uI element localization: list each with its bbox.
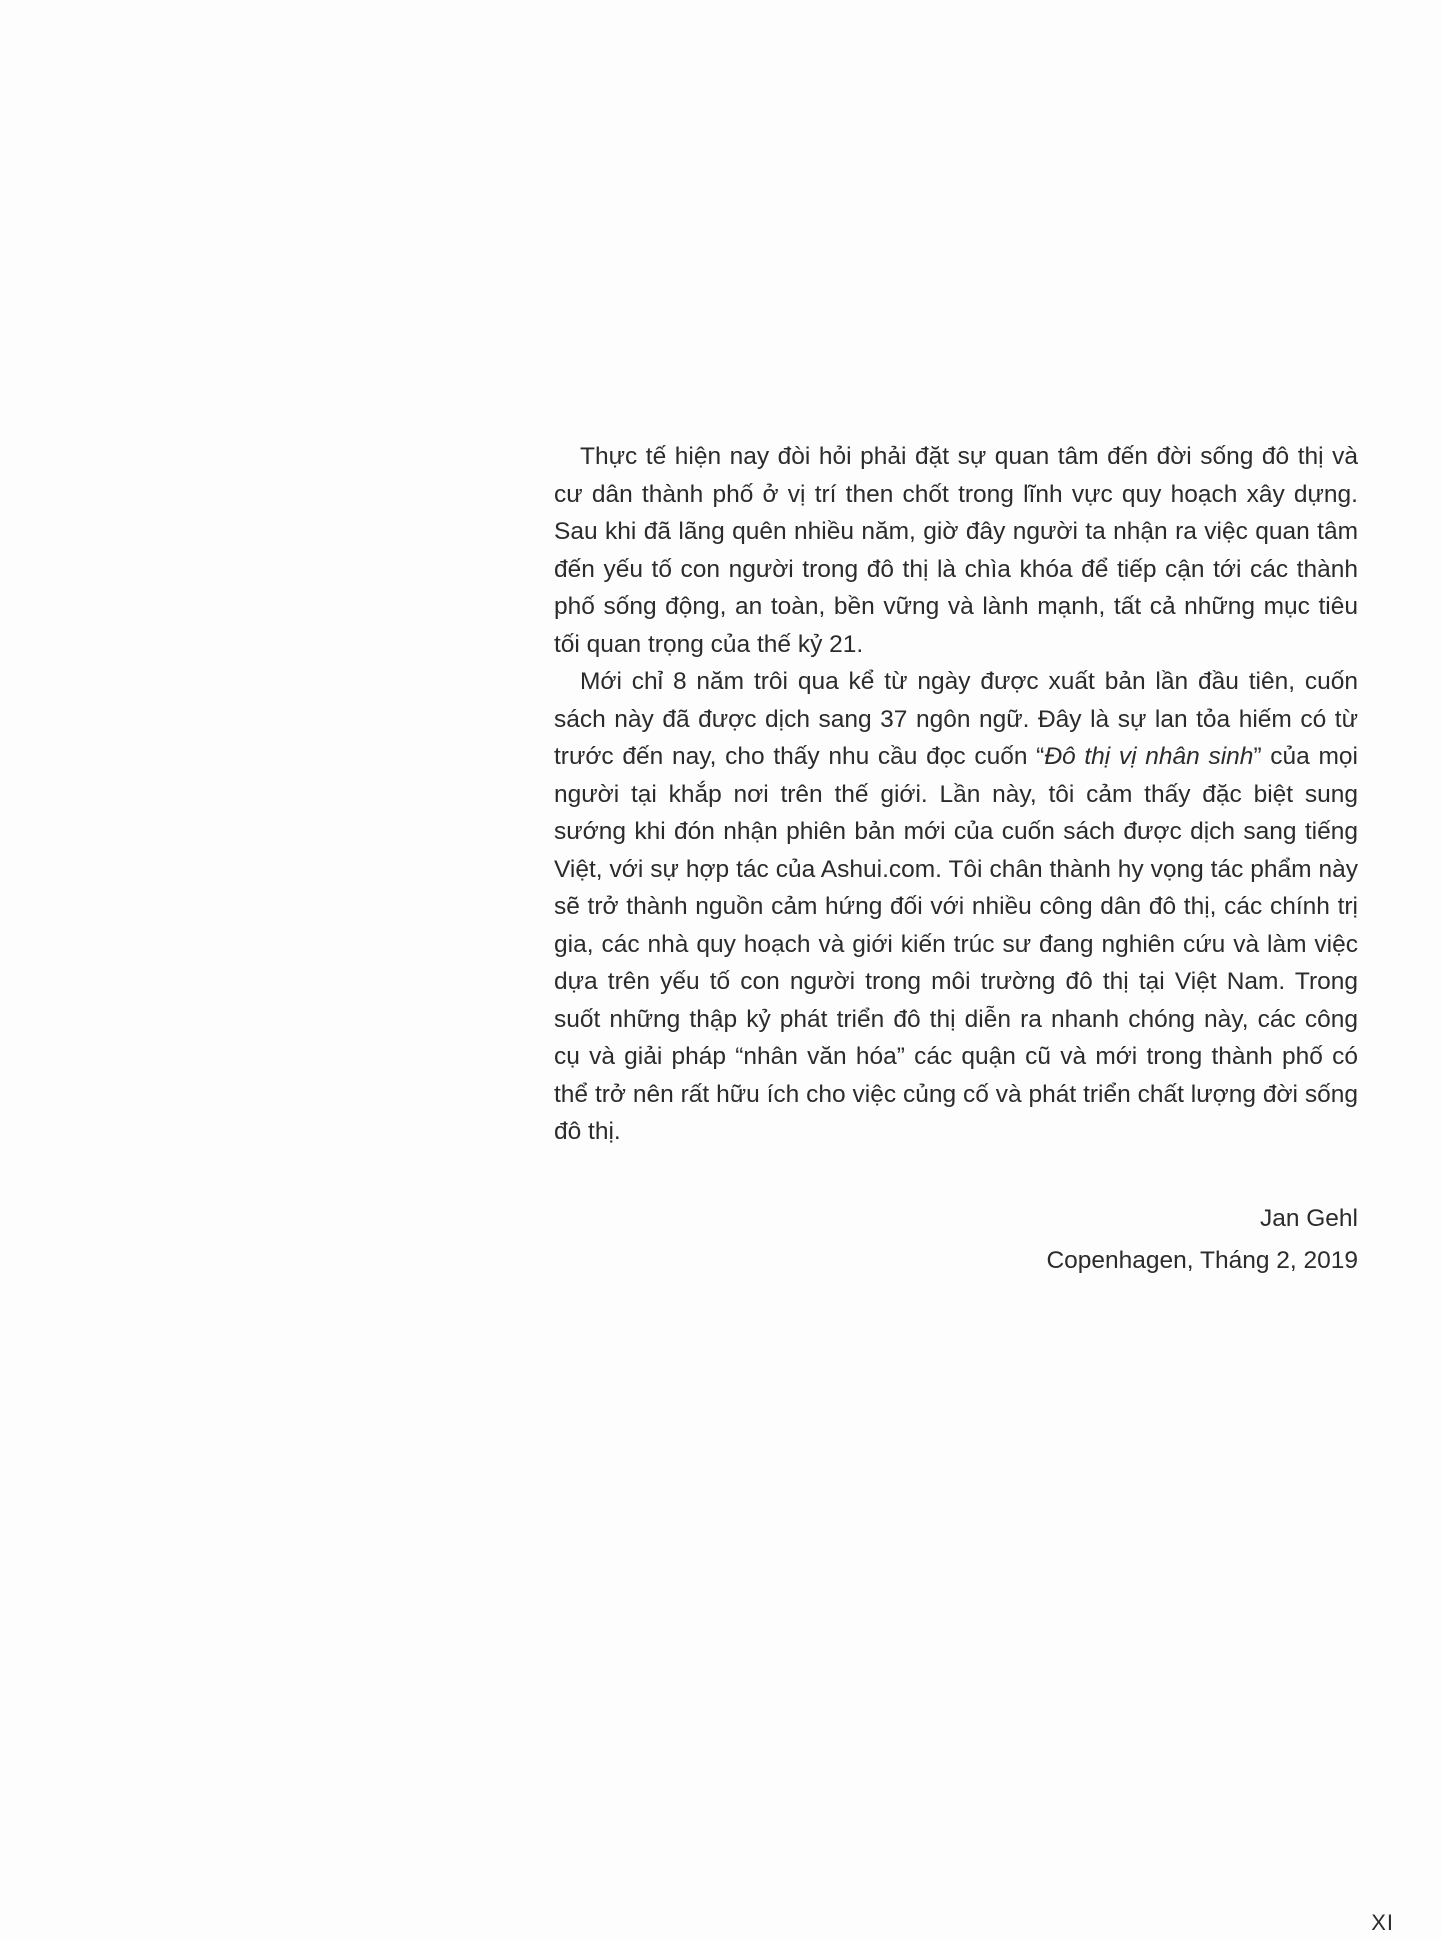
paragraph-1-text: Thực tế hiện nay đòi hỏi phải đặt sự quan tâm đến đời sống đô thị và cư dân thành phố ở vị trí then chốt trong lĩnh vực quy hoạch xây dựng. Sau khi đã lãng quên nhiều năm, giờ đây người ta nhận ra việc quan tâm đến yếu tố con người trong đô thị là chìa khóa để tiếp cận tới các thành phố sống động, an toàn, bền vững và lành mạnh, tất cả những mục tiêu tối quan trọng của thế kỷ 21.	[554, 443, 1358, 658]
paragraph-1	[554, 438, 1358, 663]
book-title: Đô thị vị nhân sinh	[1044, 743, 1254, 770]
paragraph-2-text-a: Mới chỉ 8 năm trôi qua kể từ ngày được xuất bản lần đầu tiên, cuốn sách này đã được dịch sang 37 ngôn ngữ. Đây là sự lan tỏa hiếm có từ trước đến nay, cho thấy nhu cầu đọc cuốn “	[554, 668, 1358, 770]
place-date: Copenhagen, Tháng 2, 2019	[1046, 1247, 1358, 1274]
paragraph-2	[554, 663, 1358, 1151]
signature-block	[1046, 1198, 1358, 1282]
paragraph-2-text-b: ” của mọi người tại khắp nơi trên thế giới. Lần này, tôi cảm thấy đặc biệt sung sướng khi đón nhận phiên bản mới của cuốn sách được dịch sang tiếng Việt, với sự hợp tác của Ashui.com. Tôi chân thành hy vọng tác phẩm này sẽ trở thành nguồn cảm hứng đối với nhiều công dân đô thị, các chính trị gia, các nhà quy hoạch và giới kiến trúc sư đang nghiên cứu và làm việc dựa trên yếu tố con người trong môi trường đô thị tại Việt Nam. Trong suốt những thập kỷ phát triển đô thị diễn ra nhanh chóng này, các công cụ và giải pháp “nhân văn hóa” các quận cũ và mới trong thành phố có thể trở nên rất hữu ích cho việc củng cố và phát triển chất lượng đời sống đô thị.	[554, 743, 1358, 1145]
body-text	[554, 438, 1358, 1151]
author-name: Jan Gehl	[1259, 1205, 1358, 1232]
page-number: XI	[1371, 1910, 1394, 1935]
